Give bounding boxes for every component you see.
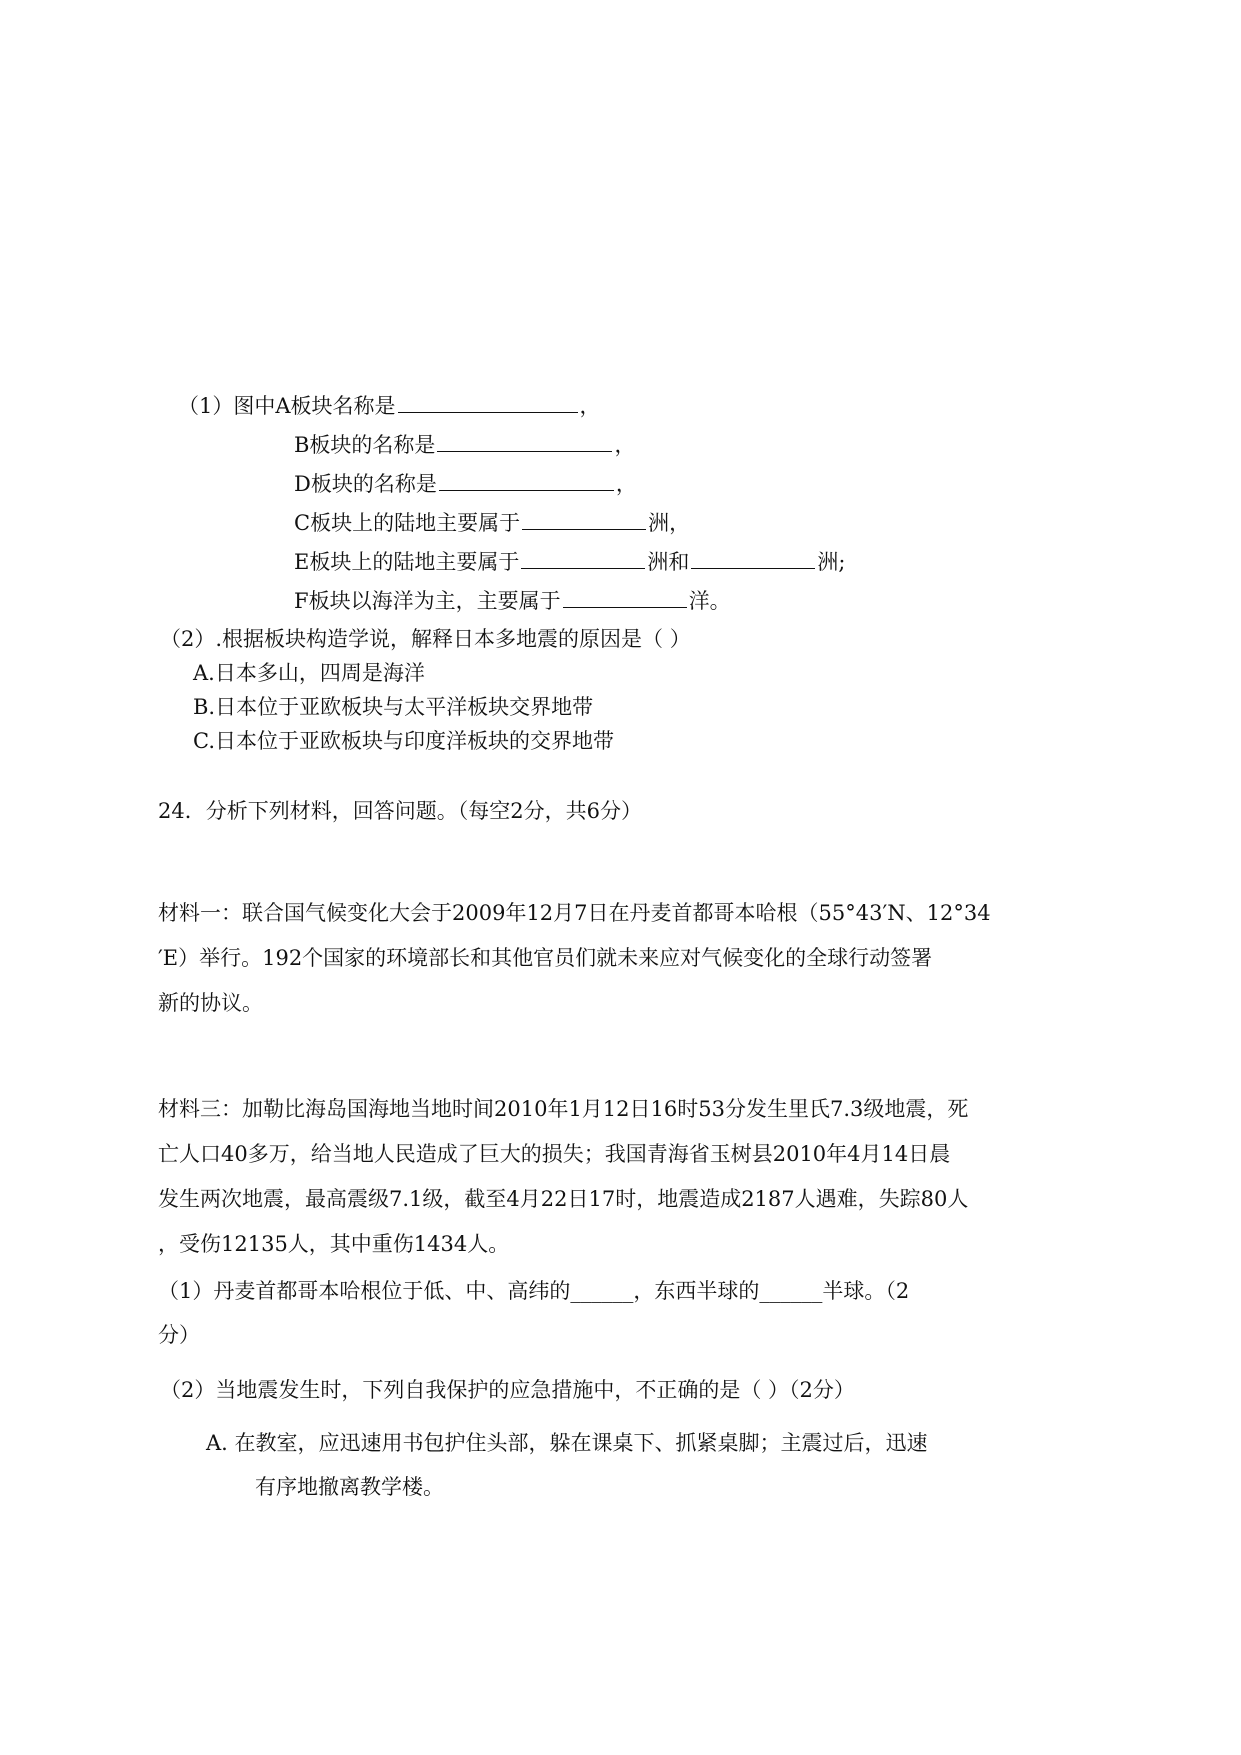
q24-sub2-option-a-line1[interactable]: A. 在教室，应迅速用书包护住头部，躲在课桌下、抓紧桌脚；主震过后，迅速: [206, 1431, 928, 1455]
q23-d-prefix: D板块的名称是: [294, 472, 437, 496]
q23-part1-line: [178, 390, 601, 421]
material3-line4: ，受伤12135人，其中重伤1434人。: [158, 1232, 510, 1256]
q23-e-suffix: 洲;: [817, 550, 846, 574]
answer-blank-e1[interactable]: [521, 546, 645, 569]
answer-blank-f[interactable]: [563, 585, 687, 608]
q23-f-line: [294, 585, 731, 616]
answer-blank-e2[interactable]: [691, 546, 815, 569]
q23-e-line: [294, 546, 845, 577]
material1-line3: 新的协议。: [158, 991, 263, 1015]
q24-sub1-line2: 分）: [158, 1323, 200, 1347]
answer-blank-b[interactable]: [437, 429, 612, 452]
q23-e-mid: 洲和: [647, 550, 690, 574]
material3-line2: 亡人口40多万，给当地人民造成了巨大的损失；我国青海省玉树县2010年4月14日晨: [158, 1142, 951, 1166]
answer-blank-c[interactable]: [522, 507, 646, 530]
material3-line3: 发生两次地震，最高震级7.1级，截至4月22日17时，地震造成2187人遇难，失踪80人: [158, 1187, 969, 1211]
q24-sub2-option-a-line2[interactable]: 有序地撤离教学楼。: [255, 1475, 444, 1499]
q23-d-line: [294, 468, 637, 499]
q24-sub2-question: （2）当地震发生时，下列自我保护的应急措施中，不正确的是（ ）（2分）: [160, 1378, 855, 1402]
q23-option-c[interactable]: C.日本位于亚欧板块与印度洋板块的交界地带: [193, 729, 614, 753]
q23-a-suffix: ，: [579, 394, 601, 418]
q23-option-a[interactable]: A.日本多山，四周是海洋: [193, 661, 425, 685]
q23-b-line: [294, 429, 635, 460]
material1-line1: 材料一：联合国气候变化大会于2009年12月7日在丹麦首都哥本哈根（55°43′N、12°34: [158, 901, 991, 925]
q23-b-suffix: ，: [614, 433, 636, 457]
q24-sub1-line1: （1）丹麦首都哥本哈根位于低、中、高纬的______，东西半球的______半球。（2: [158, 1279, 910, 1303]
q23-d-suffix: ，: [615, 472, 637, 496]
q23-e-prefix: E板块上的陆地主要属于: [294, 550, 520, 574]
q23-c-line: [294, 507, 690, 538]
q23-f-prefix: F板块以海洋为主，主要属于: [294, 589, 561, 613]
material3-line1: 材料三：加勒比海岛国海地当地时间2010年1月12日16时53分发生里氏7.3级地震，死: [158, 1097, 969, 1121]
q23-option-b[interactable]: B.日本位于亚欧板块与太平洋板块交界地带: [193, 695, 594, 719]
q23-a-prefix: （1）图中A板块名称是: [178, 394, 396, 418]
q23-c-suffix: 洲，: [648, 511, 691, 535]
q24-heading: 24．分析下列材料，回答问题。（每空2分，共6分）: [158, 799, 642, 823]
material1-line2: ′E）举行。192个国家的环境部长和其他官员们就未来应对气候变化的全球行动签署: [158, 946, 933, 970]
answer-blank-a[interactable]: [398, 390, 578, 413]
q23-c-prefix: C板块上的陆地主要属于: [294, 511, 521, 535]
answer-blank-d[interactable]: [439, 468, 614, 491]
q23-b-prefix: B板块的名称是: [294, 433, 436, 457]
q23-part2-question: （2）.根据板块构造学说，解释日本多地震的原因是（ ）: [160, 627, 691, 651]
q23-f-suffix: 洋。: [688, 589, 731, 613]
